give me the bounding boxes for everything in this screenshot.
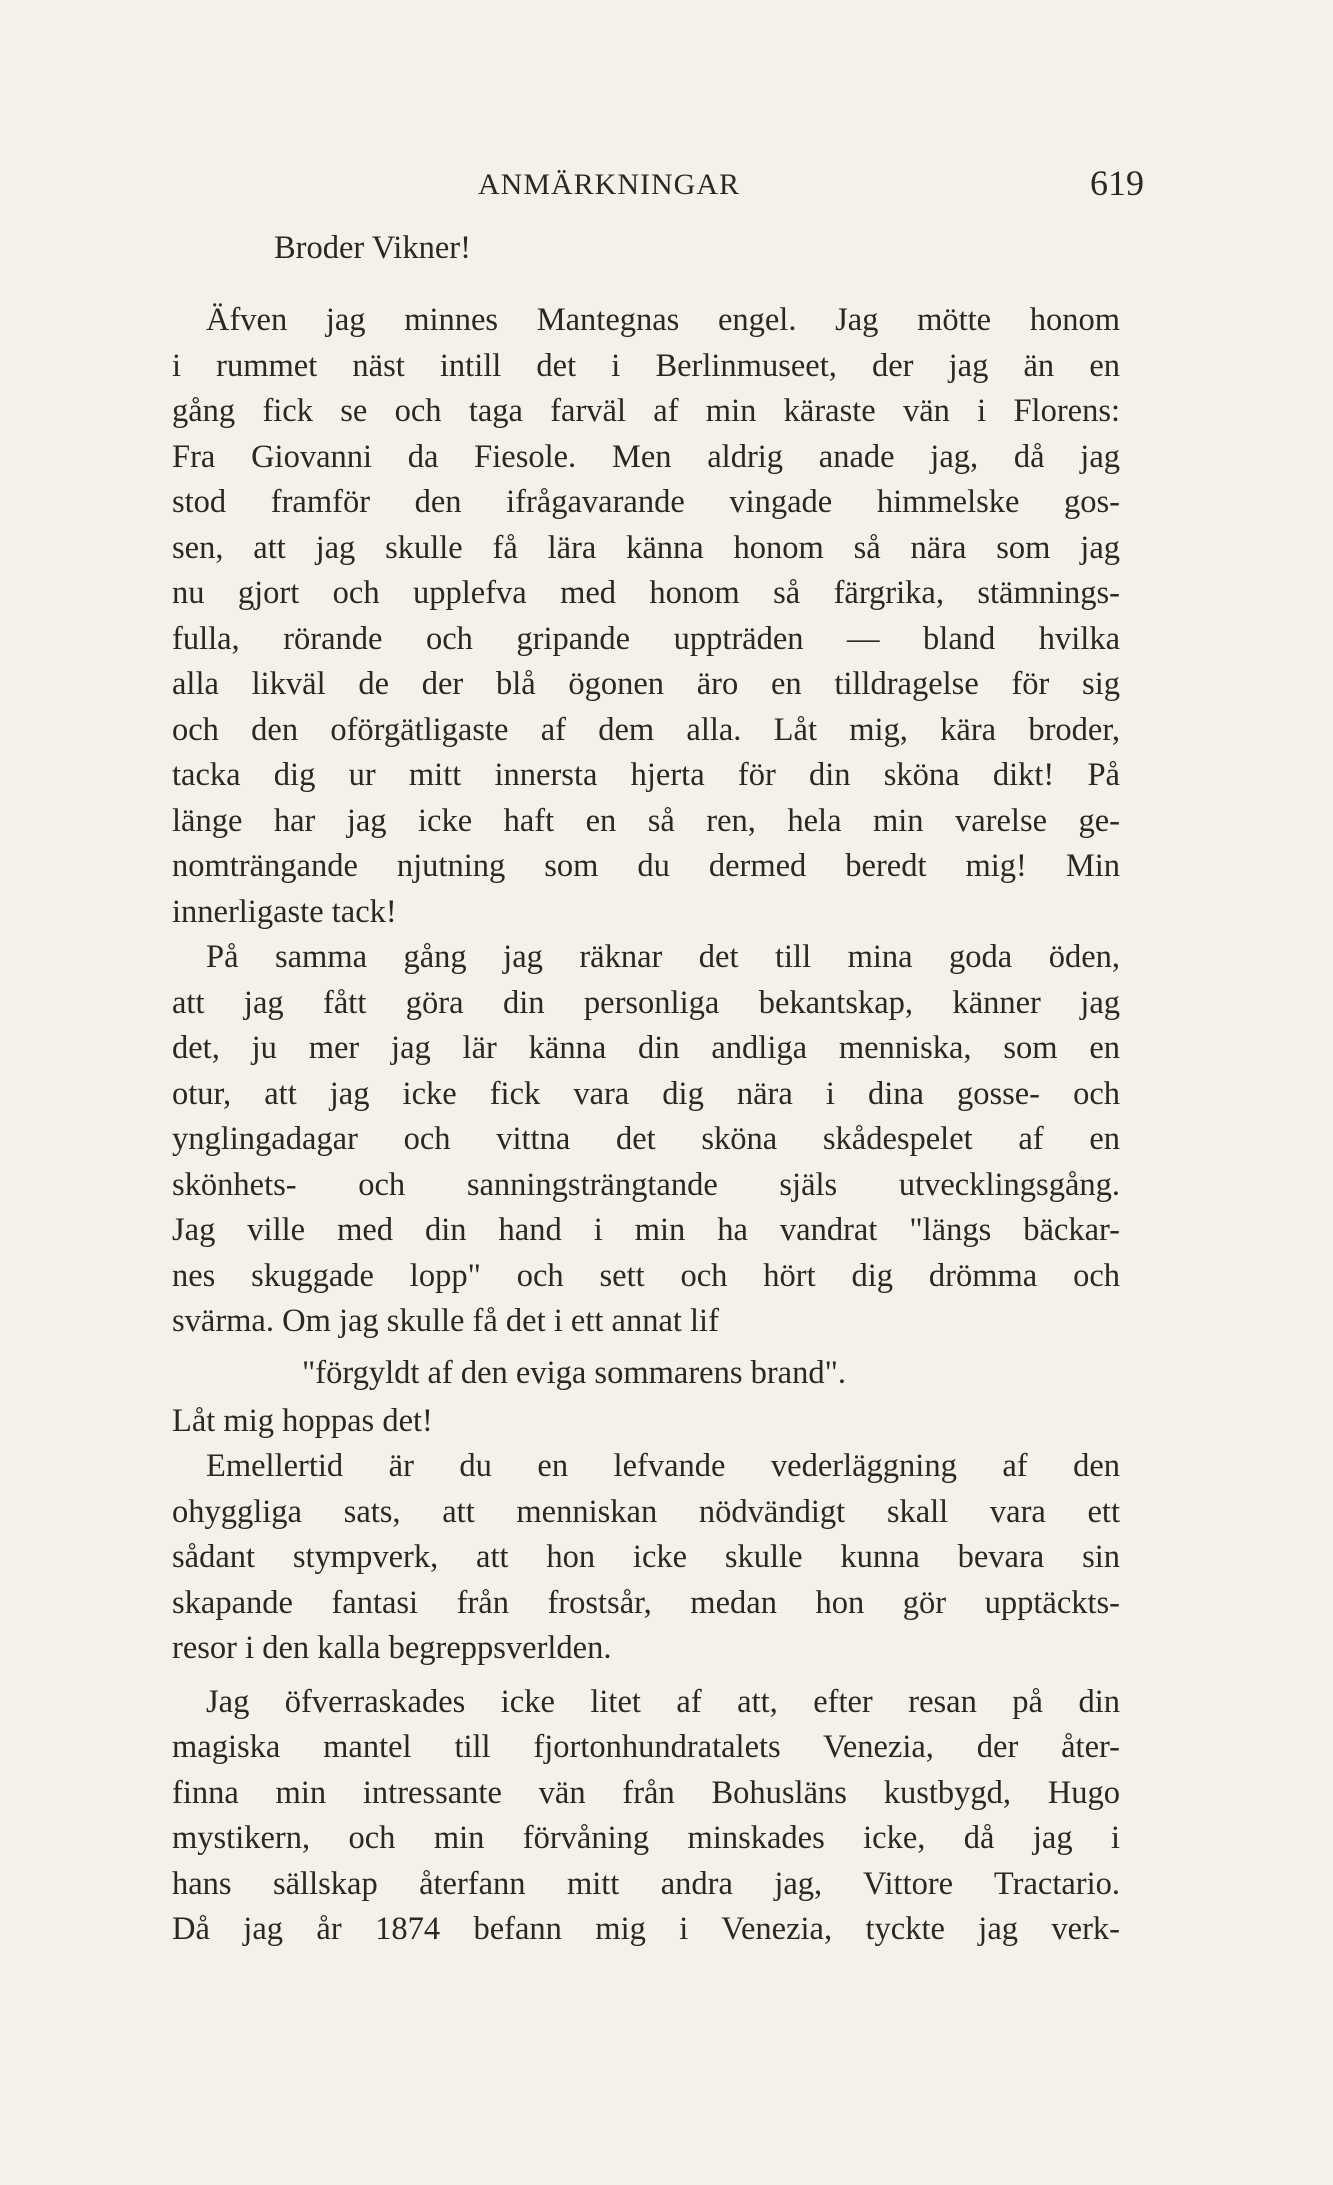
salutation-wrap xyxy=(172,226,1120,298)
text-line: det, ju mer jag lär känna din andliga menniska, som en xyxy=(172,1030,1120,1066)
text-line: nomträngande njutning som du dermed beredt mig! Min xyxy=(172,848,1120,884)
page-number: 619 xyxy=(1090,163,1144,203)
paragraph-2 xyxy=(172,935,1120,1444)
text-line: resor i den kalla begreppsverlden. xyxy=(172,1630,612,1666)
text-line: Emellertid är du en lefvande vederläggning af den xyxy=(206,1448,1120,1484)
text-line: länge har jag icke haft en så ren, hela min varelse ge- xyxy=(172,802,1120,839)
text-line: ohyggliga sats, att menniskan nödvändigt skall vara ett xyxy=(172,1493,1120,1530)
text-line: finna min intressante vän från Bohusläns kustbygd, Hugo xyxy=(172,1774,1120,1811)
text-line: fulla, rörande och gripande uppträden — bland hvilka xyxy=(172,620,1120,657)
text-line: hans sällskap återfann mitt andra jag, Vittore Tractario. xyxy=(172,1865,1120,1902)
text-line: Fra Giovanni da Fiesole. Men aldrig anade jag, då jag xyxy=(172,438,1120,475)
text-line: Då jag år 1874 befann mig i Venezia, tyckte jag verk- xyxy=(172,1911,1120,1947)
text-line: magiska mantel till fjortonhundratalets Venezia, der åter- xyxy=(172,1729,1120,1765)
text-line: i rummet näst intill det i Berlinmuseet, der jag än en xyxy=(172,347,1120,384)
text-line: sådant stympverk, att hon icke skulle kunna bevara sin xyxy=(172,1539,1120,1575)
text-line: nu gjort och upplefva med honom så färgrika, stämnings- xyxy=(172,575,1120,611)
text-line: alla likväl de der blå ögonen äro en tilldragelse för sig xyxy=(172,666,1120,702)
text-line: Låt mig hoppas det! xyxy=(172,1402,433,1439)
text-line: svärma. Om jag skulle få det i ett annat lif xyxy=(172,1303,719,1339)
text-line: innerligaste tack! xyxy=(172,893,397,930)
text-line: att jag fått göra din personliga bekantskap, känner jag xyxy=(172,984,1120,1021)
text-line: sen, att jag skulle få lära känna honom så nära som jag xyxy=(172,529,1120,566)
text-line: nes skuggade lopp" och sett och hört dig drömma och xyxy=(172,1257,1120,1294)
salutation: Broder Vikner! xyxy=(274,230,471,266)
quoted-verse: "förgyldt af den eviga sommarens brand". xyxy=(302,1354,846,1391)
text-line: tacka dig ur mitt innersta hjerta för din sköna dikt! På xyxy=(172,757,1120,793)
text-line: gång fick se och taga farväl af min käraste vän i Florens: xyxy=(172,393,1120,429)
text-line: och den oförgätligaste af dem alla. Låt mig, kära broder, xyxy=(172,711,1120,748)
letter-body xyxy=(172,226,1120,1953)
paragraph-3 xyxy=(172,1444,1120,1672)
text-line: skapande fantasi från frostsår, medan hon gör upptäckts- xyxy=(172,1584,1120,1621)
text-line: stod framför den ifrågavarande vingade himmelske gos- xyxy=(172,484,1120,520)
paragraph-4 xyxy=(172,1680,1120,1953)
paragraph-1 xyxy=(172,298,1120,935)
text-line: Jag öfverraskades icke litet af att, efter resan på din xyxy=(206,1683,1120,1720)
text-line: Äfven jag minnes Mantegnas engel. Jag mötte honom xyxy=(206,302,1120,338)
text-line: mystikern, och min förvåning minskades icke, då jag i xyxy=(172,1820,1120,1856)
text-line: skönhets- och sanningsträngtande själs utvecklingsgång. xyxy=(172,1166,1120,1203)
text-line: otur, att jag icke fick vara dig nära i dina gosse- och xyxy=(172,1075,1120,1112)
text-line: ynglingadagar och vittna det sköna skådespelet af en xyxy=(172,1121,1120,1157)
running-head: ANMÄRKNINGAR xyxy=(478,168,741,201)
text-line: På samma gång jag räknar det till mina goda öden, xyxy=(206,939,1120,975)
text-line: Jag ville med din hand i min ha vandrat "längs bäckar- xyxy=(172,1212,1120,1248)
